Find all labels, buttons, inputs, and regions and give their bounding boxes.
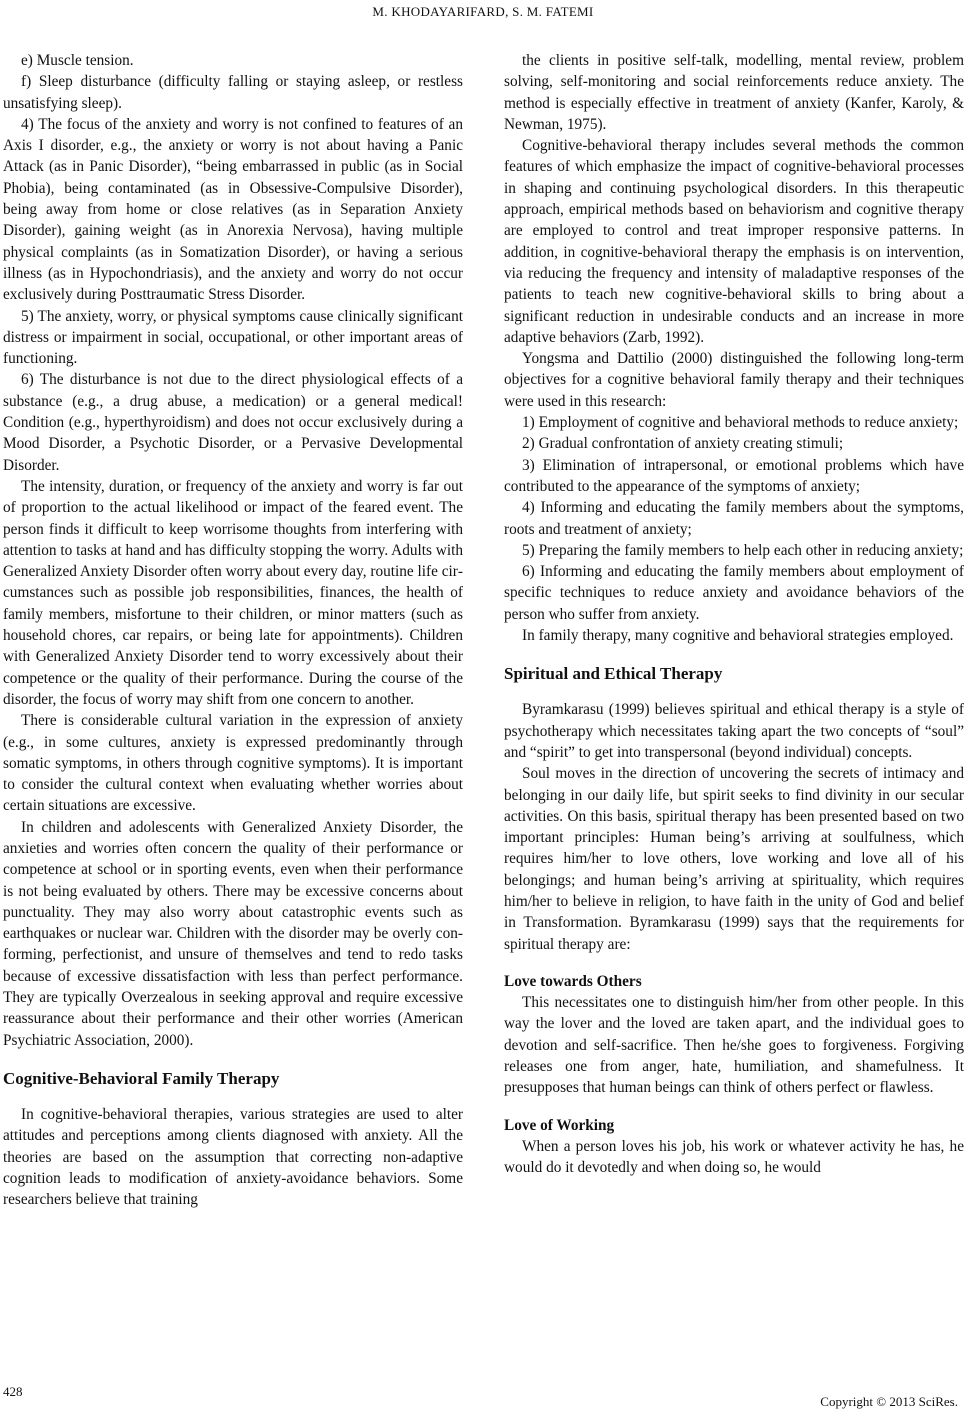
paragraph: 5) Preparing the family members to help each other in reducing anxiety; [522,541,964,559]
section-heading-cbft: Cognitive-Behavioral Family Therapy [3,1068,280,1088]
paragraph: 6) Informing and educating the family members about employment of specific techniques to reduce anxiety and avoidance behaviors of the person who suffer from anxiety. [504,563,964,623]
paragraph: 3) Elimination of intrapersonal, or emotional problems which have contributed to the appearance of the symptoms of anxiety; [504,456,964,495]
paragraph: Cognitive-behavioral therapy includes several methods the common features of which emphasize the impact of cognitive-behavioral processes in shaping and continuing psychological disorders. In this therapeutic approach, empirical methods based on behaviorism and cognitive therapy are employed to control and treat improper responsive patterns. In addition, in cognitive-behavioral therapy the emphasis is on intervention, via reducing the frequency and intensity of maladaptive responses of the patients to teach new cognitive-behavioral skills to bring about a significant reduction in undesirable conducts and an increase in more adaptive behaviors (Zarb, 1992). [504,137,964,346]
left-paragraphs-a [3,50,463,1051]
paragraph: Soul moves in the direction of uncovering the secrets of intimacy and belonging in our daily life, but spirit seeks to find divinity in our secular activities. On this basis, spiritual therapy has been presented based on two important principles: Human being’s arriving at soulfulness, which requires him/her to love others, love working and love all of his belongings; and human being’s arriving at spirituality, which requires him/her to believe in religion, to have faith in the unity of God and belief in Transformation. Byramkarasu (1999) says that the requirements for spiritual therapy are: [504,765,964,953]
paragraph: 5) The anxiety, worry, or physical symptoms cause clinically significant distress or impairment in social, occupational, or other important areas of functioning. [3,307,463,368]
subheading-love-working: Love of Working [504,1116,615,1134]
paragraph: 4) The focus of the anxiety and worry is not confined to features of an Axis I disorder, e.g., the anxiety or worry is not about having a Panic Attack (as in Panic Disorder), “being embarrassed in public (as in Social Phobia), being contaminated (as in Obsessive-Compulsive Disorder), being away from home or close relatives (as in Separation Anxiety Disorder), gaining weight (as in Anorexia Nervosa), having multiple physical complaints (as in Somatization Disorder), or having a serious illness (as in Hypochondriasis), and the anxiety and worry do not occur exclusively during Posttraumatic Stress Disorder. [3,115,463,304]
paragraph: 4) Informing and educating the family members about the symptoms, roots and treatment of anxiety; [504,499,964,538]
right-paragraphs-c [504,992,964,1098]
section-heading-spiritual: Spiritual and Ethical Therapy [504,664,723,684]
paragraph: f) Sleep disturbance (difficulty falling or staying asleep, or restless unsatisfying sleep). [3,73,463,112]
paragraph: the clients in positive self-talk, modelling, mental review, problem solving, self-monitoring and social reinforcements reduce anxiety. The method is especially effective in treatment of anxiety (Kanfer, Karoly, & Newman, 1975). [504,52,964,133]
paragraph: Byramkarasu (1999) believes spiritual and ethical therapy is a style of psychotherapy which necessitates taking apart the two concepts of “soul” and “spirit” to get into transpersonal (beyond individual) concepts. [504,701,964,761]
right-paragraphs-a [504,50,964,646]
right-paragraphs-b [504,699,964,955]
paragraph: e) Muscle tension. [21,52,134,69]
right-column [504,50,964,1375]
paragraph: There is considerable cultural variation in the expression of anxiety (e.g., in some cultures, anxiety is expressed predominantly through somatic symptoms, in others through cognitive symptoms). It is important to consider the cultural context when evaluating whether worries about certain situations are excessive. [3,712,463,815]
paragraph: In cognitive-behavioral therapies, various strategies are used to alter attitudes and perceptions among clients diagnosed with anxiety. All the theories are based on the assumption that correcting non-adaptive cognition leads to modification of anxiety-avoidance behaviors. Some researchers believe that training [3,1105,463,1209]
right-paragraphs-d [504,1136,964,1179]
paragraph: In children and adolescents with Generalized Anxiety Disorder, the anxieties and worries often concern the quality of their performance or competence at school or in sporting events, even when their performance is not being evaluated by others. There may be excessive concerns about punctuality. They may also worry about catastrophic events such as earthquakes or nuclear war. Children with the disorder may be overly conforming, perfectionist, and unsure of themselves and tend to redo tasks because of excessive dissatisfaction with less than perfect performance. They are typically Overzealous in seeking approval and require excessive reassurance about their performance and their other worries (American Psychiatric Association, 2000). [3,818,463,1049]
paragraph: 2) Gradual confrontation of anxiety creating stimuli; [522,435,844,453]
paragraph: Yongsma and Dattilio (2000) distinguished the following long-term objectives for a cognitive behavioral family therapy and their techniques were used in this research: [504,350,964,410]
left-paragraphs-b [3,1104,463,1210]
page-number: 428 [3,1384,23,1399]
paragraph: When a person loves his job, his work or whatever activity he has, he would do it devotedly and when doing so, he would [504,1137,964,1177]
paragraph: 1) Employment of cognitive and behavioral methods to reduce anxiety; [522,414,959,432]
subheading-love-others: Love towards Others [504,972,642,990]
paragraph: The intensity, duration, or frequency of the anxiety and worry is far out of proportion to the actual likelihood or impact of the feared event. The person finds it difficult to keep worrisome thoughts from interfering with attention to tasks at hand and has difficulty stopping the worry. Adults with Generalized Anxiety Disorder often worry about every day, routine life circumstances such as possible job responsibilities, finances, the health of family members, misfortune to their children, or minor matters (such as household chores, car repairs, or being late for appointments). Children with Generalized Anxiety Disorder tend to worry excessively about their competence or the quality of their performance. During the course of the disorder, the focus of worry may shift from one concern to another. [3,477,463,708]
paragraph: This necessitates one to distinguish him/her from other people. In this way the lover and the loved are taken apart, and the individual goes to devotion and self-sacrifice. Then he/she goes to forgiveness. Forgiving releases one from anger, hate, humiliation, and shamefulness. It presupposes that human beings can think of others perfect or flawless. [504,994,964,1097]
running-head: M. KHODAYARIFARD, S. M. FATEMI [372,4,594,19]
paragraph: In family therapy, many cognitive and behavioral strategies employed. [522,627,954,645]
copyright-notice: Copyright © 2013 SciRes. [820,1394,958,1409]
left-column [3,50,463,1375]
paragraph: 6) The disturbance is not due to the direct physiological effects of a substance (e.g., a drug abuse, a medication) or a general medical! Condition (e.g., hyperthyroidism) and does not occur exclusively during a Mood Disorder, a Psychotic Disorder, or a Pervasive Developmental Disorder. [3,371,463,474]
